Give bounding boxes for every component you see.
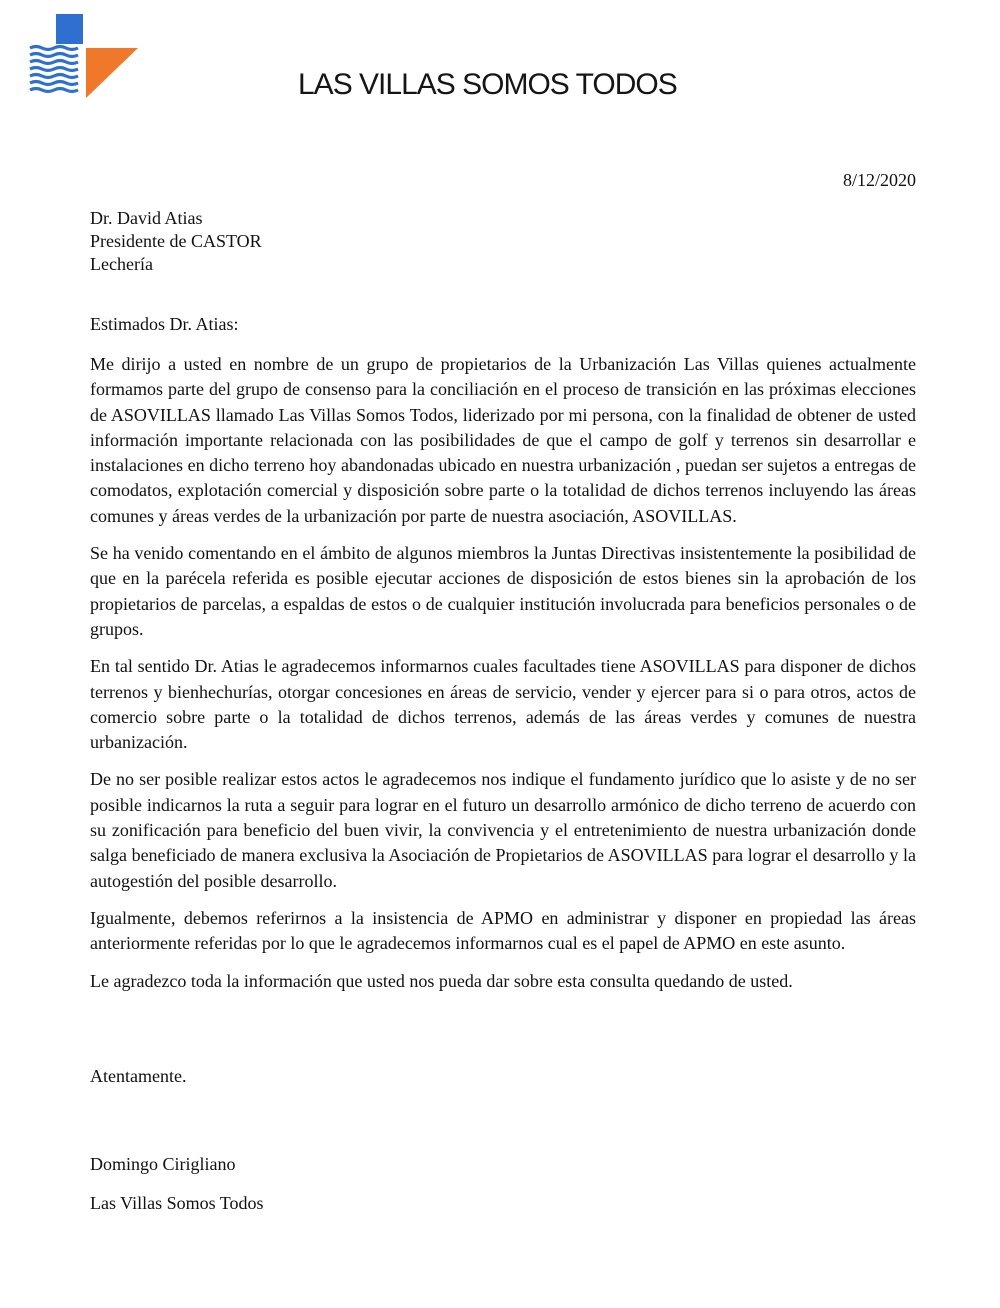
salutation: Estimados Dr. Atias: <box>90 314 239 334</box>
signature-name: Domingo Cirigliano <box>90 1154 236 1174</box>
recipient-name: Dr. David Atias <box>90 208 203 228</box>
recipient-block <box>90 207 262 276</box>
body-paragraph: Le agradezco toda la información que usted nos pueda dar sobre esta consulta quedando de usted. <box>90 970 793 991</box>
recipient-location: Lechería <box>90 254 153 274</box>
signature-block <box>90 1145 264 1223</box>
letter-date: 8/12/2020 <box>842 170 916 190</box>
organization-title: LAS VILLAS SOMOS TODOS <box>298 68 677 101</box>
body-paragraph: En tal sentido Dr. Atias le agradecemos informarnos cuales facultades tiene ASOVILLAS para disponer de dichos terrenos y bienhechurías, otorgar concesiones en áreas de servicio, vender y ejercer para si o para otros, actos de comercio sobre parte o la totalidad de dichos terrenos, además de las áreas verdes y comunes de nuestra urbanización. <box>90 656 916 753</box>
letter-body <box>90 352 916 1006</box>
recipient-title: Presidente de CASTOR <box>90 231 262 251</box>
signature-organization: Las Villas Somos Todos <box>90 1193 264 1213</box>
body-paragraph: Me dirijo a usted en nombre de un grupo de propietarios de la Urbanización Las Villas quienes actualmente formamos parte del grupo de consenso para la conciliación en el proceso de transición en las próximas elecciones de ASOVILLAS llamado Las Villas Somos Todos, liderizado por mi persona, con la finalidad de obtener de usted información importante relacionada con las posibilidades de que el campo de golf y terrenos sin desarrollar e instalaciones en dicho terreno hoy abandonadas ubicado en nuestra urbanización , puedan ser sujetos a entregas de comodatos, explotación comercial y disposición sobre parte o la totalidad de dichos terrenos incluyendo las áreas comunes y áreas verdes de la urbanización por parte de nuestra asociación, ASOVILLAS. <box>90 354 916 526</box>
body-paragraph: Igualmente, debemos referirnos a la insistencia de APMO en administrar y disponer en propiedad las áreas anteriormente referidas por lo que le agradecemos informarnos cual es el papel de APMO en este asunto. <box>90 907 916 954</box>
las-villas-logo-icon <box>28 14 140 100</box>
body-paragraph: Se ha venido comentando en el ámbito de algunos miembros la Juntas Directivas insistentemente la posibilidad de que en la parécela referida es posible ejecutar acciones de disposición de estos bienes sin la aprobación de los propietarios de parcelas, a espaldas de estos o de cualquier institución involucrada para beneficios personales o de grupos. <box>90 543 916 639</box>
body-paragraph: De no ser posible realizar estos actos le agradecemos nos indique el fundamento jurídico que lo asiste y de no ser posible indicarnos la ruta a seguir para lograr en el futuro un desarrollo armónico de dicho terreno de acuerdo con su zonificación para beneficio del buen vivir, la convivencia y el entretenimiento de nuestra urbanización donde salga beneficiado de manera exclusiva la Asociación de Propietarios de ASOVILLAS para lograr el desarrollo y la autogestión del posible desarrollo. <box>90 769 916 891</box>
closing: Atentamente. <box>90 1066 187 1086</box>
